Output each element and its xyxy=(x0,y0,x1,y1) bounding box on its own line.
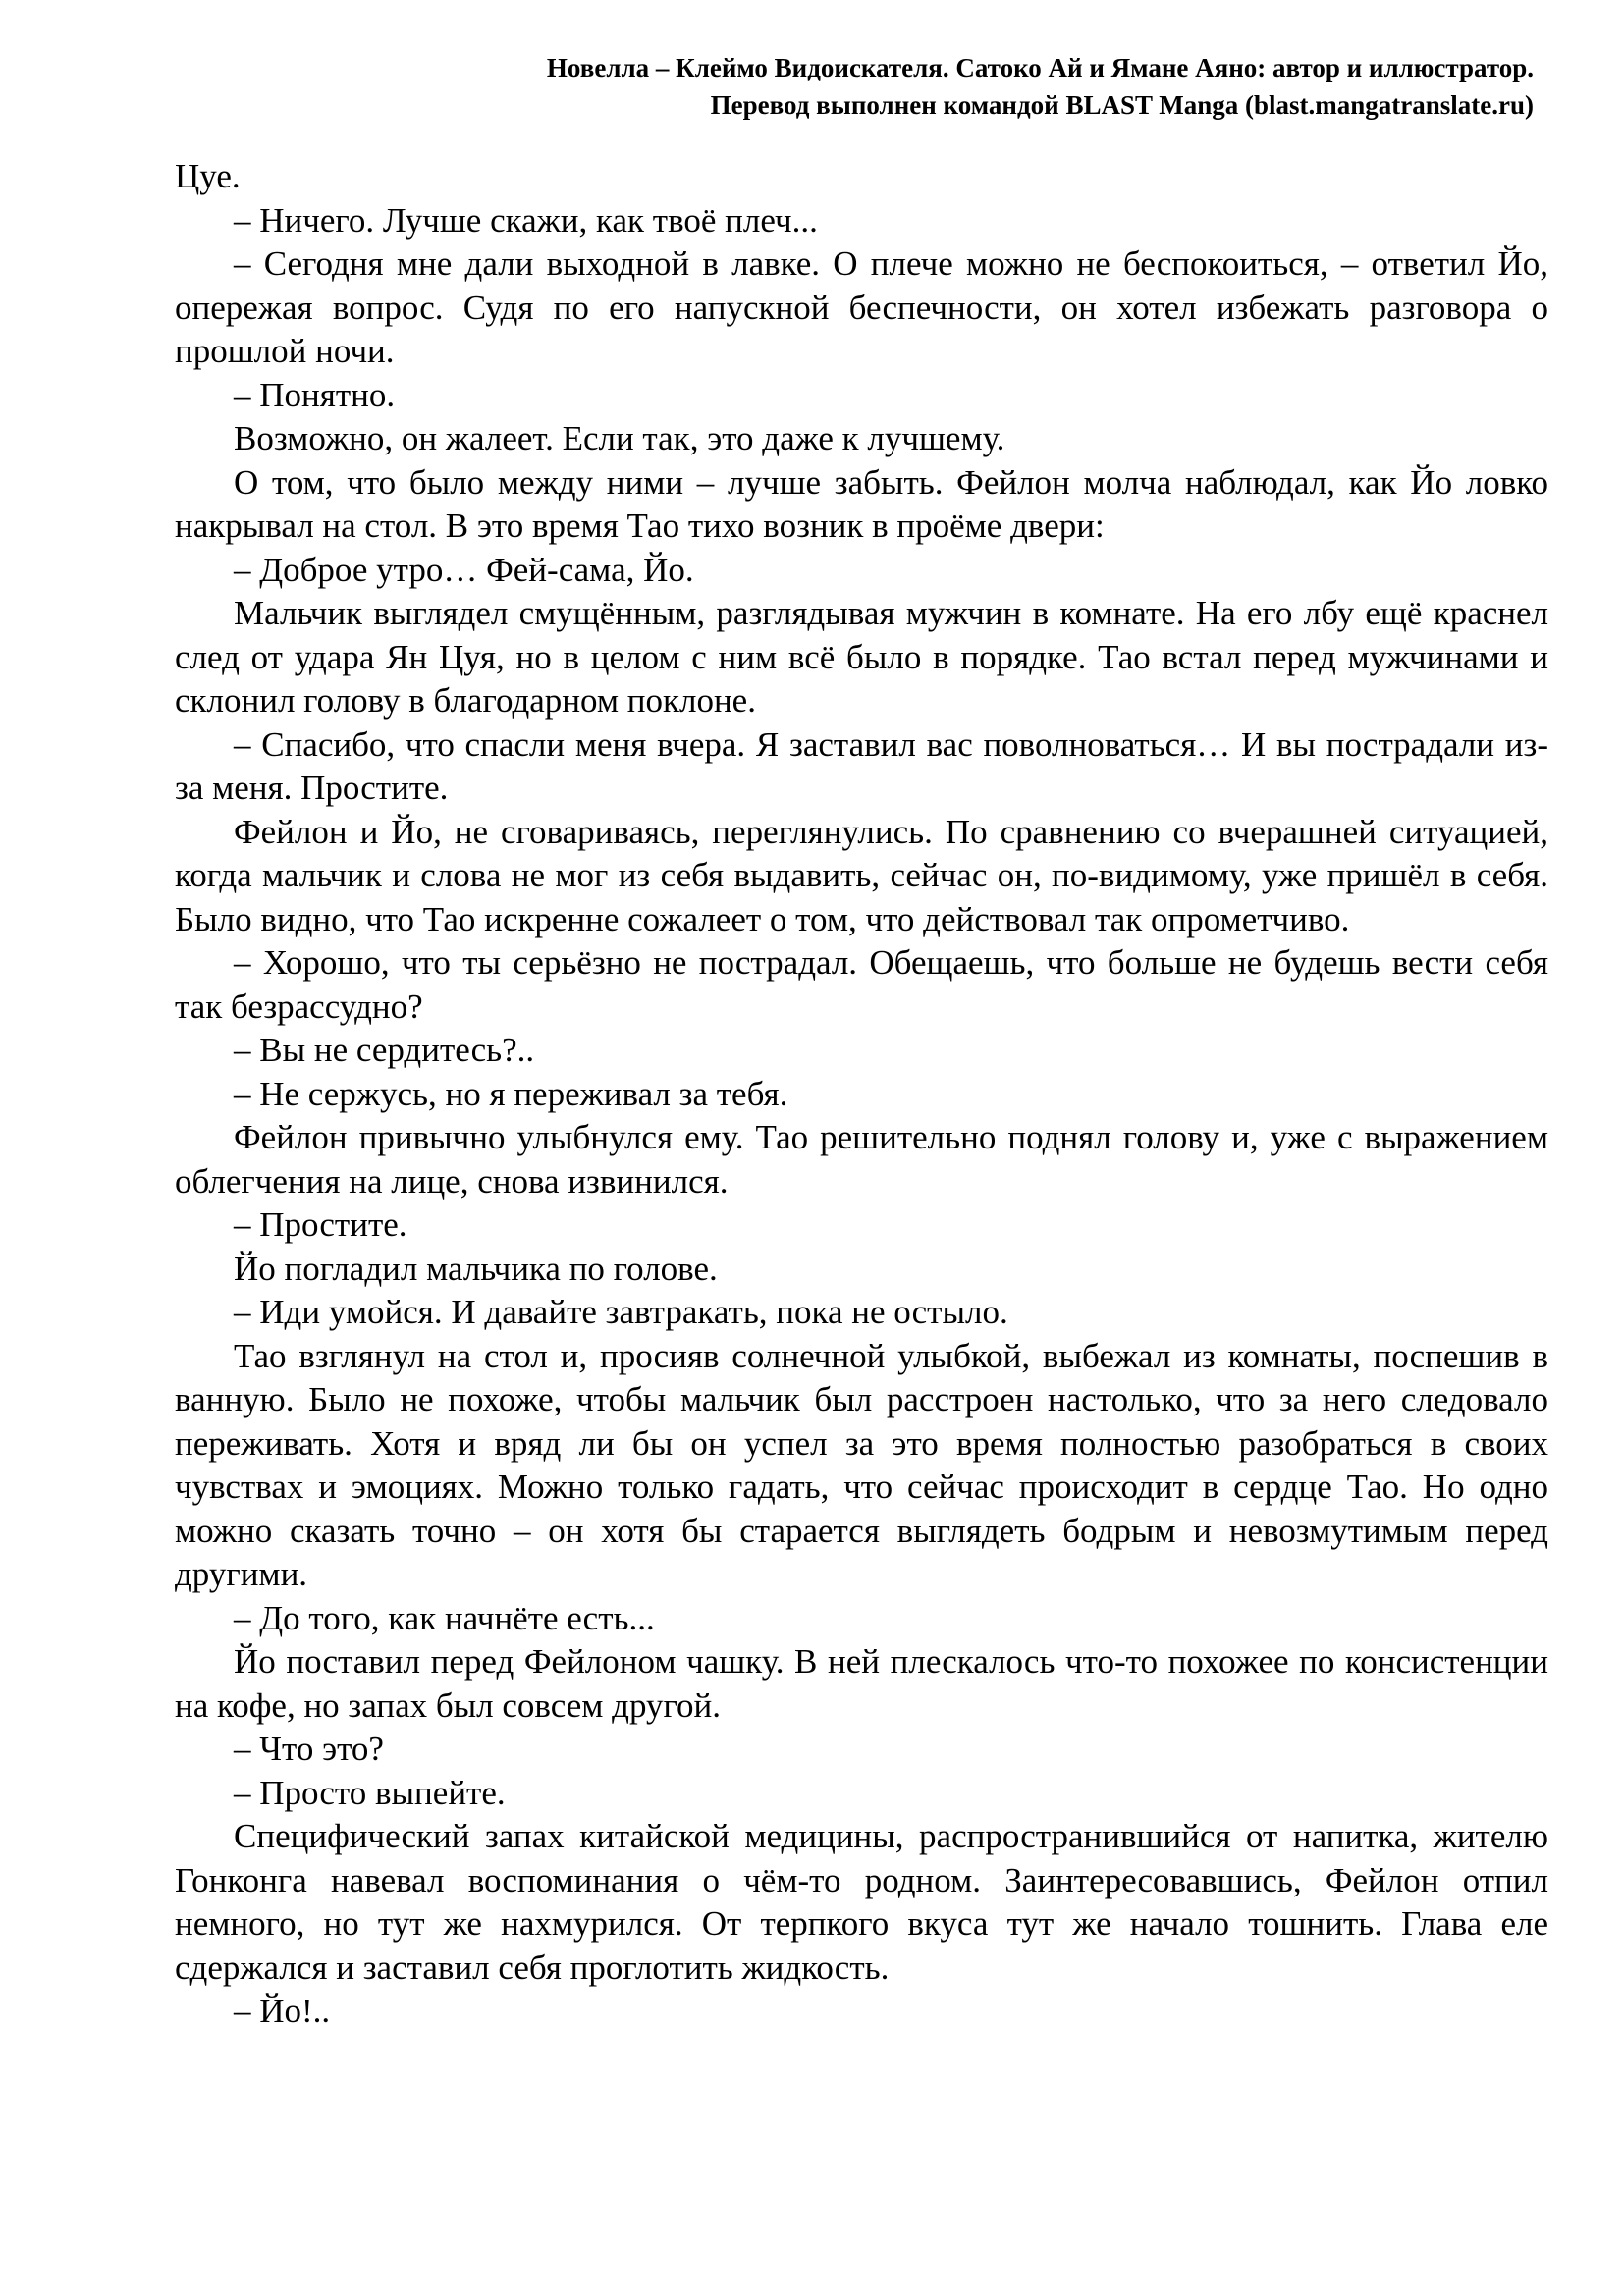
paragraph: Фейлон и Йо, не сговариваясь, переглянулись. По сравнению со вчерашней ситуацией, когда мальчик и слова не мог из себя выдавить, сейчас он, по-видимому, уже пришёл в себя. Было видно, что Тао искренне сожалеет о том, что действовал так опрометчиво. xyxy=(175,812,1548,938)
page-header xyxy=(547,49,1534,124)
paragraph: – Спасибо, что спасли меня вчера. Я заставил вас поволноваться… И вы пострадали из-за меня. Простите. xyxy=(175,724,1548,807)
paragraph: – Иди умойся. И давайте завтракать, пока не остыло. xyxy=(234,1293,1008,1331)
paragraph: Йо поставил перед Фейлоном чашку. В ней плескалось что-то похожее по консистенции на кофе, но запах был совсем другой. xyxy=(175,1642,1548,1725)
paragraph: Йо погладил мальчика по голове. xyxy=(234,1249,718,1288)
paragraph: – Хорошо, что ты серьёзно не пострадал. Обещаешь, что больше не будешь вести себя так безрассудно? xyxy=(175,943,1548,1026)
paragraph: Тао взглянул на стол и, просияв солнечной улыбкой, выбежал из комнаты, поспешив в ванную. Было не похоже, чтобы мальчик был расстроен настолько, что за него следовало переживать. Хотя и вряд ли бы он успел за это время полностью разобраться в своих чувствах и эмоциях. Можно только гадать, что сейчас происходит в сердце Тао. Но одно можно сказать точно – он хотя бы старается выглядеть бодрым и невозмутимым перед другими. xyxy=(175,1336,1548,1593)
paragraph: Фейлон привычно улыбнулся ему. Тао решительно поднял голову и, уже с выражением облегчения на лице, снова извинился. xyxy=(175,1118,1548,1201)
paragraph: – Понятно. xyxy=(234,375,396,414)
paragraph: – Доброе утро… Фей-сама, Йо. xyxy=(234,550,694,589)
paragraph: Специфический запах китайской медицины, распространившийся от напитка, жителю Гонконга навевал воспоминания о чём-то родном. Заинтересовавшись, Фейлон отпил немного, но тут же нахмурился. От терпкого вкуса тут же начало тошнить. Глава еле сдержался и заставил себя проглотить жидкость. xyxy=(175,1817,1548,1987)
paragraph: – Простите. xyxy=(234,1205,407,1244)
header-title-line: Новелла – Клеймо Видоискателя. Сатоко Ай и Ямане Аяно: автор и иллюстратор. xyxy=(546,53,1534,82)
paragraph: – Что это? xyxy=(234,1730,384,1768)
paragraph: – Ничего. Лучше скажи, как твоё плеч... xyxy=(234,200,818,240)
header-credit-line: Перевод выполнен командой BLAST Manga (blast.mangatranslate.ru) xyxy=(710,90,1534,120)
body-text xyxy=(175,155,1548,2034)
paragraph: – Вы не сердитесь?.. xyxy=(234,1031,535,1069)
paragraph: – Йо!.. xyxy=(234,1992,331,2030)
paragraph: – Сегодня мне дали выходной в лавке. О плече можно не беспокоиться, – ответил Йо, опережая вопрос. Судя по его напускной беспечности, он хотел избежать разговора о прошлой ночи. xyxy=(175,244,1548,370)
paragraph: О том, что было между ними – лучше забыть. Фейлон молча наблюдал, как Йо ловко накрывал на стол. В это время Тао тихо возник в проёме двери: xyxy=(175,462,1548,545)
paragraph: Возможно, он жалеет. Если так, это даже к лучшему. xyxy=(234,419,1005,457)
paragraph: – До того, как начнёте есть... xyxy=(234,1598,655,1637)
paragraph: – Просто выпейте. xyxy=(234,1773,506,1812)
paragraph: – Не сержусь, но я переживал за тебя. xyxy=(234,1074,788,1113)
paragraph: Цуе. xyxy=(175,157,241,195)
paragraph: Мальчик выглядел смущённым, разглядывая мужчин в комнате. На его лбу ещё краснел след от удара Ян Цуя, но в целом с ним всё было в порядке. Тао встал перед мужчинами и склонил голову в благодарном поклоне. xyxy=(175,594,1548,720)
